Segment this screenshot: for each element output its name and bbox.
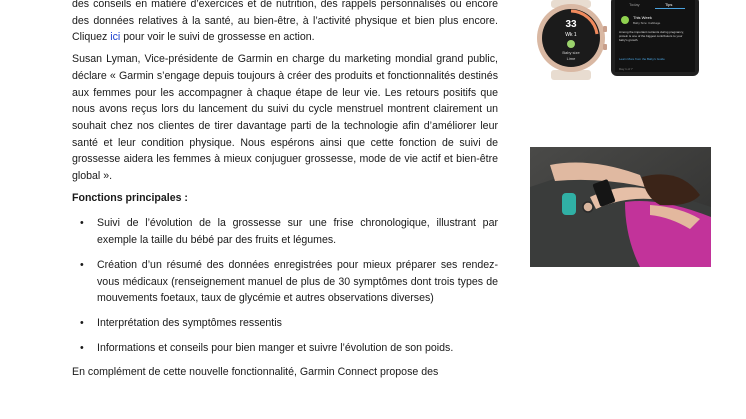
phone-tab: Tips: [665, 2, 673, 7]
watch-baby-size: Baby size: [562, 50, 580, 55]
ici-link[interactable]: ici: [110, 31, 121, 44]
intro-text: des conseils en matière d’exercices et de nutrition, des rappels personnalisés ou encore des données relatives à la santé, au bien-être, à l’activité physique et bien plus encore. Cliquez: [72, 0, 498, 44]
features-list: [72, 215, 498, 356]
list-item: • Interprétation des symptômes ressentis: [72, 315, 498, 332]
phone-body-text: Among the important nutrients during pregnancy, protein is one of the biggest contributors to your baby's growth.: [619, 30, 684, 42]
phone-header: Today: [629, 2, 640, 7]
phone-footer: Day 1 of 7: [619, 67, 633, 71]
garmin-product-image: [533, 0, 701, 80]
intro-paragraph: [72, 0, 498, 46]
lime-icon: [567, 40, 575, 48]
bullet-icon: •: [80, 316, 84, 329]
watch-icon: [583, 202, 593, 212]
woman-checking-watch-photo: [530, 147, 711, 267]
intro-text-end: pour voir le suivi de grossesse en action.: [120, 31, 315, 44]
article-body: [72, 0, 498, 381]
bullet-icon: •: [80, 217, 84, 230]
phone-link: Learn More from the Baby's Guide: [619, 57, 665, 61]
bullet-icon: •: [80, 341, 84, 354]
watch-day: Wk 1: [565, 32, 577, 38]
phone-card-sub: Baby Size: Cabbage: [633, 21, 661, 25]
closing-paragraph: En complément de cette nouvelle fonctionnalité, Garmin Connect propose des: [72, 366, 439, 379]
water-bottle: [562, 193, 576, 215]
watch-button: [603, 44, 607, 50]
features-heading: Fonctions principales :: [72, 191, 188, 204]
cabbage-icon: [621, 16, 629, 24]
phone-tab-underline: [655, 8, 685, 9]
bullet-icon: •: [80, 258, 84, 271]
quote-paragraph: Susan Lyman, Vice-présidente de Garmin en charge du marketing mondial grand public, déclare « Garmin s’engage depuis toujours à créer des produits et fonctionnalités destinés aux femmes pour les accompagner à chaque étape de leur vie. Les retours positifs que nous avons reçus lors du lancement du suivi du cycle menstruel montrent clairement un souhait chez nos clientes de tirer davantage parti de la technologie afin d’améliorer leur santé et leur condition physique. Nous espérons ainsi que cette fonction de suivi de grossesse aidera les femmes à mieux conjuguer grossesse, mode de vie actif et bien-être global ».: [72, 53, 498, 183]
list-item: • Suivi de l’évolution de la grossesse sur une frise chronologique, illustrant par exemple la taille du bébé par des fruits et légumes.: [80, 217, 498, 247]
list-item: • Création d’un résumé des données enregistrées pour mieux préparer ses rendez-vous médicaux (renseignement manuel de plus de 30 symptômes dont trois types de mouvements foetaux, taux de glycémie et autres observations diverses): [80, 258, 498, 305]
phone-card-title: This Week: [633, 15, 652, 20]
watch-lime: Lime: [566, 56, 576, 61]
watch-button: [603, 26, 607, 32]
list-item: • Informations et conseils pour bien manger et suivre l’évolution de son poids.: [72, 340, 498, 357]
watch-week: 33: [565, 19, 577, 30]
